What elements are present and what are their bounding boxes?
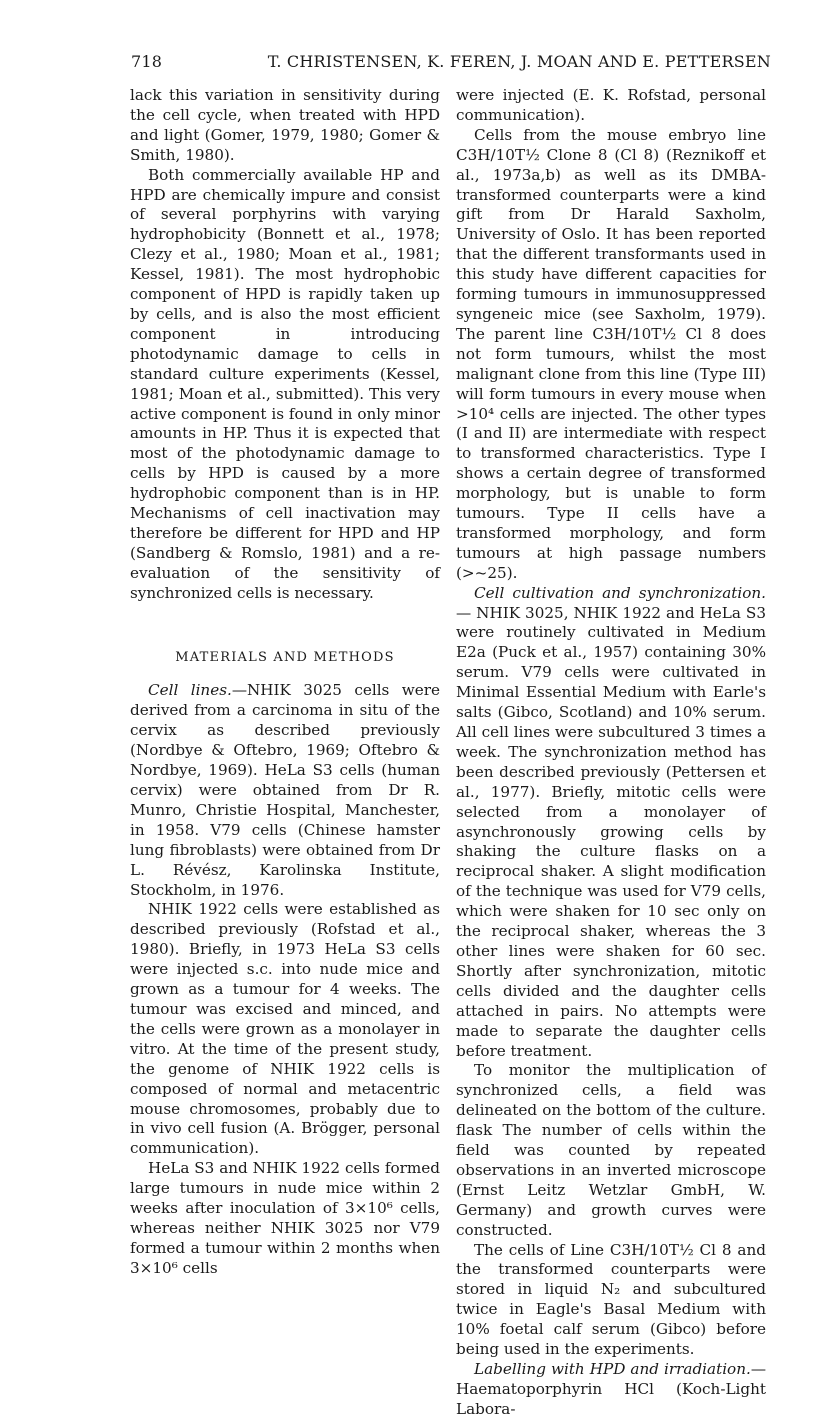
page-number: 718 <box>131 52 163 71</box>
paragraph: The cells of Line C3H/10T½ Cl 8 and the transformed counterparts were stored in liquid N₂ and subcultured twice in Eagle's Basal Medium with 10% foetal calf serum (Gibco) before being used in the experiments. <box>456 1240 766 1359</box>
left-column <box>130 86 440 1279</box>
running-head-authors: T. CHRISTENSEN, K. FEREN, J. MOAN AND E. PETTERSEN <box>267 52 771 71</box>
run-in-heading: Labelling with HPD and irradiation. <box>474 1360 751 1378</box>
paragraph: lack this variation in sensitivity during the cell cycle, when treated with HPD and light (Gomer, 1979, 1980; Gomer & Smith, 1980). <box>130 86 440 164</box>
paragraph: Cell lines.—NHIK 3025 cells were derived from a carcinoma in situ of the cervix as described previously (Nordbye & Oftebro, 1969; Oftebro & Nordbye, 1969). HeLa S3 cells (human cervix) were obtained from Dr R. Munro, Christie Hospital, Manchester, in 1958. V79 cells (Chinese hamster lung fibroblasts) were obtained from Dr L. Révész, Karolinska Institute, Stockholm, in 1976. <box>130 681 440 899</box>
paragraph: To monitor the multiplication of synchronized cells, a field was delineated on the bottom of the culture. flask The number of cells within the field was counted by repeated observations in an inverted microscope (Ernst Leitz Wetzlar GmbH, W. Germany) and growth curves were constructed. <box>456 1061 766 1239</box>
run-in-heading: Cell lines. <box>148 681 232 700</box>
paragraph: Labelling with HPD and irradiation.— Haematoporphyrin HCl (Koch-Light Labora- <box>456 1360 766 1418</box>
paragraph: Cell cultivation and synchronization.— NHIK 3025, NHIK 1922 and HeLa S3 were routinely cultivated in Medium E2a (Puck et al., 1957) containing 30% serum. V79 cells were cultivated in Minimal Essential Medium with Earle's salts (Gibco, Scotland) and 10% serum. All cell lines were subcultured 3 times a week. The synchronization method has been described previously (Pettersen et al., 1977). Briefly, mitotic cells were selected from a monolayer of asynchronously growing cells by shaking the culture flasks on a reciprocal shaker. A slight modification of the technique was used for V79 cells, which were shaken for 10 sec only on the reciprocal shaker, whereas the 3 other lines were shaken for 60 sec. Shortly after synchronization, mitotic cells divided and the daughter cells attached in pairs. No attempts were made to separate the daughter cells before treatment. <box>456 583 766 1060</box>
paragraph: Cells from the mouse embryo line C3H/10T½ Clone 8 (Cl 8) (Reznikoff et al., 1973a,b) as well as its DMBA-transformed counterparts were a kind gift from Dr Harald Saxholm, University of Oslo. It has been reported that the different transformants used in this study have different capacities for forming tumours in immunosuppressed syngeneic mice (see Saxholm, 1979). The parent line C3H/10T½ Cl 8 does not form tumours, whilst the most malignant clone from this line (Type III) will form tumours in every mouse when >10⁴ cells are injected. The other types (I and II) are intermediate with respect to transformed characteristics. Type I shows a certain degree of transformed morphology, but is unable to form tumours. Type II cells have a transformed morphology, and form tumours at high passage numbers (>~25). <box>456 125 766 582</box>
right-column <box>456 86 766 1420</box>
paragraph: NHIK 1922 cells were established as described previously (Rofstad et al., 1980). Briefly, in 1973 HeLa S3 cells were injected s.c. into nude mice and grown as a tumour for 4 weeks. The tumour was excised and minced, and the cells were grown as a monolayer in vitro. At the time of the present study, the genome of NHIK 1922 cells is composed of normal and metacentric mouse chromosomes, probably due to in vivo cell fusion (A. Brögger, personal communication). <box>130 900 440 1158</box>
run-in-heading: Cell cultivation and synchronization. <box>474 583 766 602</box>
paragraph: were injected (E. K. Rofstad, personal communication). <box>456 86 766 124</box>
paragraph: HeLa S3 and NHIK 1922 cells formed large tumours in nude mice within 2 weeks after inoculation of 3×10⁶ cells, whereas neither NHIK 3025 nor V79 formed a tumour within 2 months when 3×10⁶ cells <box>130 1159 440 1277</box>
section-heading: MATERIALS AND METHODS <box>175 649 395 665</box>
paragraph: Both commercially available HP and HPD are chemically impure and consist of several porphyrins with varying hydrophobicity (Bonnett et al., 1978; Clezy et al., 1980; Moan et al., 1981; Kessel, 1981). The most hydrophobic component of HPD is rapidly taken up by cells, and is also the most efficient component in introducing photodynamic damage to cells in standard culture experiments (Kessel, 1981; Moan et al., submitted). This very active component is found in only minor amounts in HP. Thus it is expected that most of the photodynamic damage to cells by HPD is caused by a more hydrophobic component than is in HP. Mechanisms of cell inactivation may therefore be different for HPD and HP (Sandberg & Romslo, 1981) and a re-evaluation of the sensitivity of synchronized cells is necessary. <box>130 165 440 602</box>
running-header <box>131 52 771 78</box>
